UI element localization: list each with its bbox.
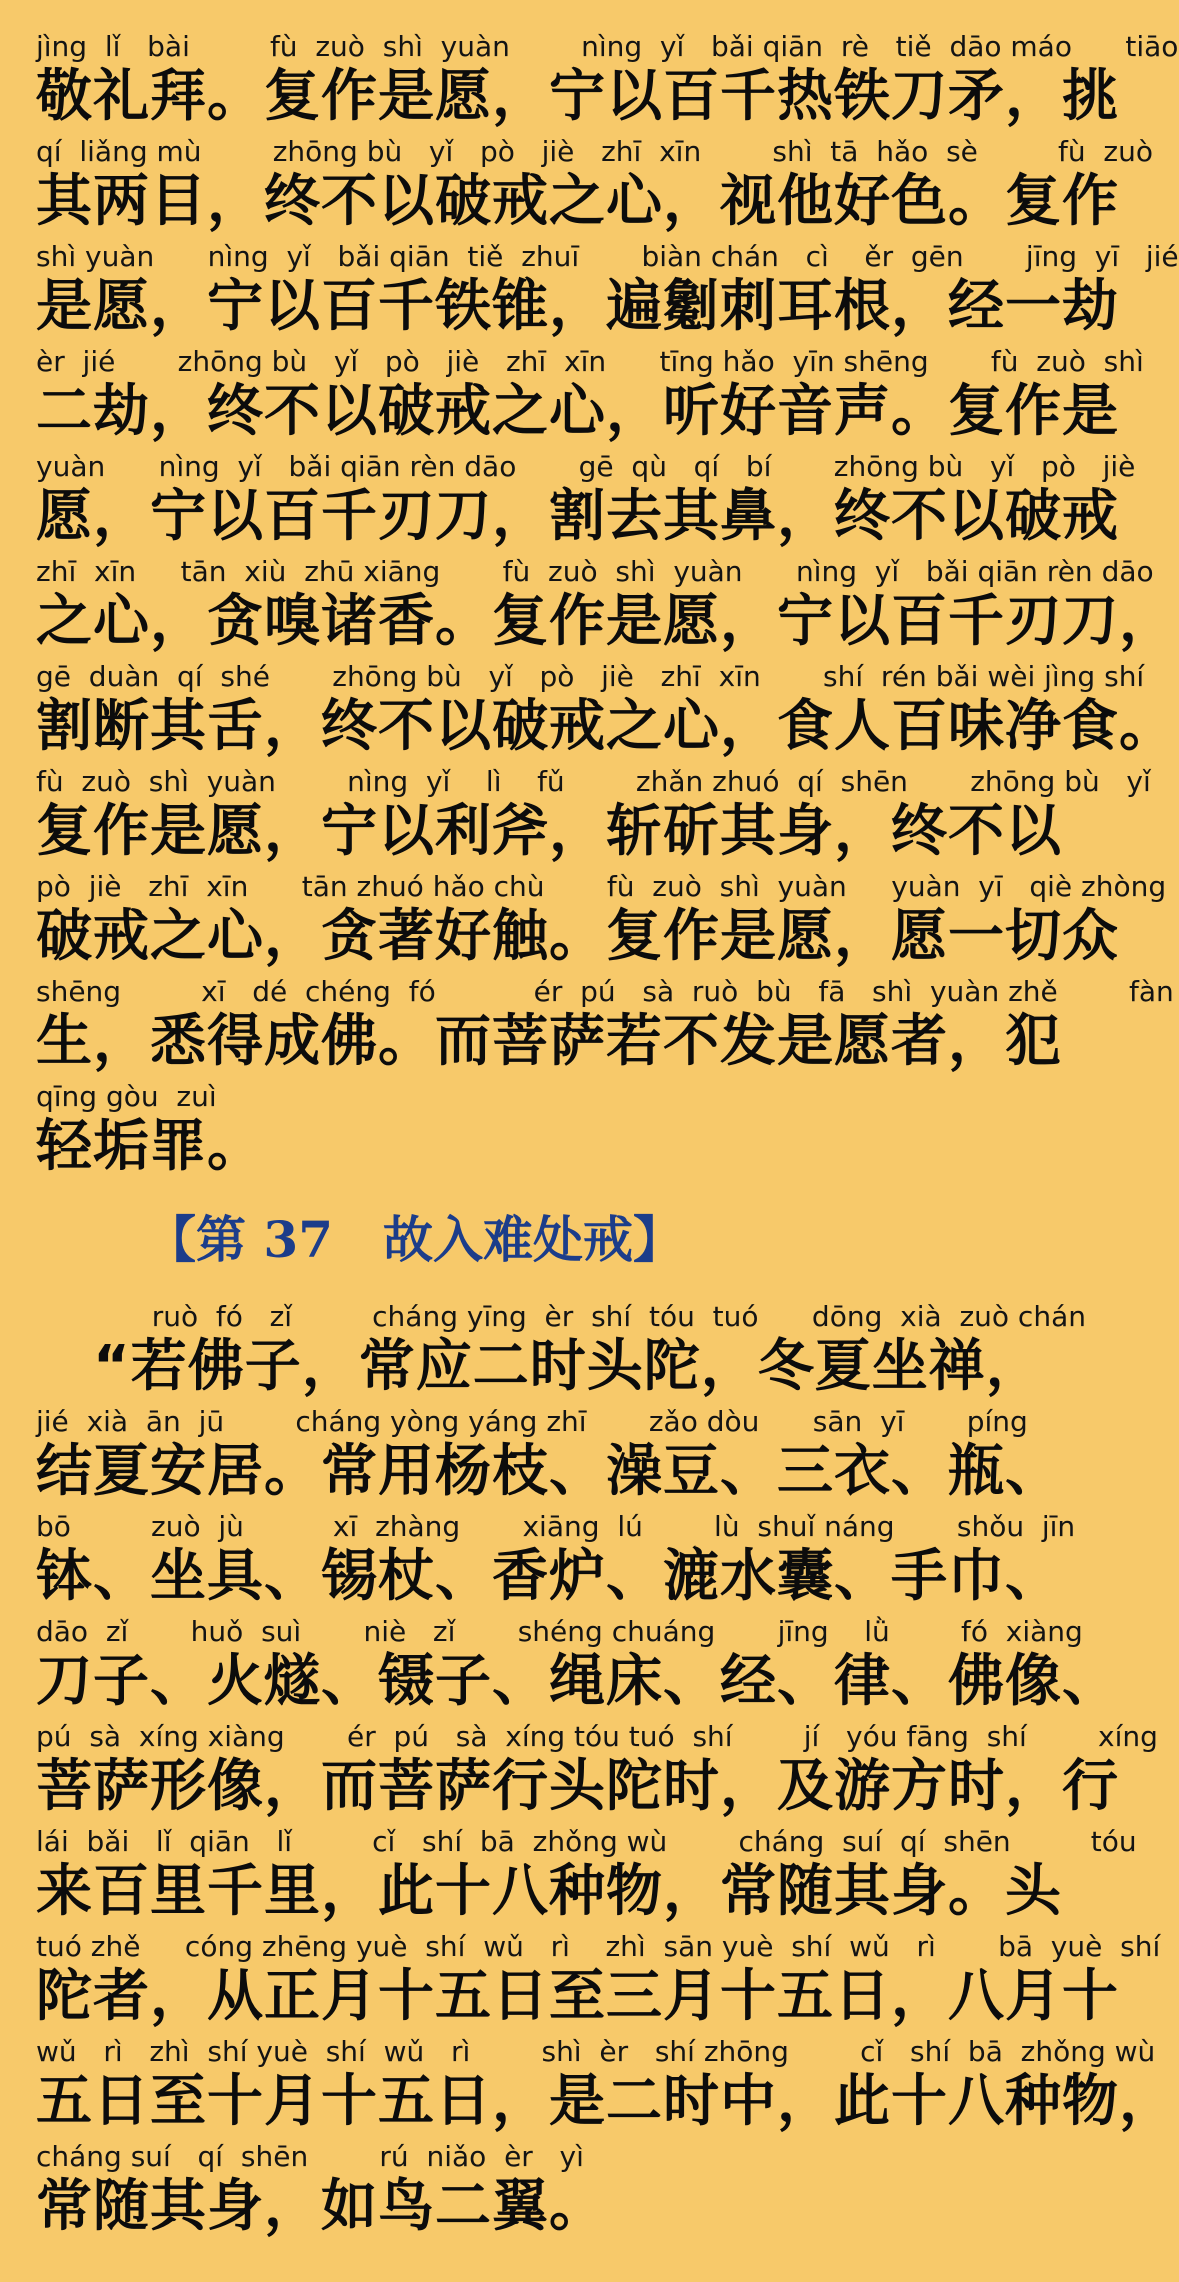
pinyin-row: shēng xī dé chéng fó ér pú sà ruò bù fā shì yuàn zhě fàn	[36, 975, 1174, 1008]
pinyin-row: pò jiè zhī xīn tān zhuó hǎo chù fù zuò shì yuàn yuàn yī qiè zhòng	[36, 870, 1167, 903]
pinyin-row: cháng suí qí shēn rú niǎo èr yì	[36, 2140, 584, 2173]
hanzi-row: 敬礼拜。复作是愿，宁以百千热铁刀矛，挑	[36, 64, 1119, 129]
hanzi-row: 钵、坐具、锡杖、香炉、漉水囊、手巾、	[36, 1544, 1062, 1609]
precept-heading-wrap	[36, 1185, 1058, 1300]
pinyin-row: èr jié zhōng bù yǐ pò jiè zhī xīn tīng hǎo yīn shēng fù zuò shì	[36, 345, 1144, 378]
pinyin-row: dāo zǐ huǒ suì niè zǐ shéng chuáng jīng lǜ fó xiàng	[36, 1615, 1083, 1648]
pinyin-row: pú sà xíng xiàng ér pú sà xíng tóu tuó shí jí yóu fāng shí xíng	[36, 1720, 1158, 1753]
pinyin-row: jìng lǐ bài fù zuò shì yuàn nìng yǐ bǎi qiān rè tiě dāo máo tiāo	[36, 30, 1179, 63]
text-line	[36, 1615, 1119, 1720]
text-line	[36, 1300, 1086, 1405]
pinyin-row: zhī xīn tān xiù zhū xiāng fù zuò shì yuàn nìng yǐ bǎi qiān rèn dāo	[36, 555, 1154, 588]
text-line	[36, 1405, 1062, 1510]
hanzi-row: 复作是愿，宁以利斧，斩斫其身，终不以	[36, 799, 1062, 864]
pinyin-row: qí liǎng mù zhōng bù yǐ pò jiè zhī xīn shì tā hǎo sè fù zuò	[36, 135, 1153, 168]
hanzi-row: 菩萨形像，而菩萨行头陀时，及游方时，行	[36, 1754, 1119, 1819]
pinyin-row: shì yuàn nìng yǐ bǎi qiān tiě zhuī biàn chán cì ěr gēn jīng yī jié	[36, 240, 1179, 273]
text-line	[36, 555, 1176, 660]
pinyin-row: yuàn nìng yǐ bǎi qiān rèn dāo gē qù qí bí zhōng bù yǐ pò jiè	[36, 450, 1136, 483]
text-line	[36, 765, 1151, 870]
pinyin-row: lái bǎi lǐ qiān lǐ cǐ shí bā zhǒng wù cháng suí qí shēn tóu	[36, 1825, 1137, 1858]
text-line	[36, 1510, 1076, 1615]
text-line	[36, 975, 1174, 1080]
pinyin-row: qīng gòu zuì	[36, 1080, 217, 1113]
pinyin-row: ruò fó zǐ cháng yīng èr shí tóu tuó dōng xià zuò chán	[36, 1300, 1086, 1333]
pinyin-row: bō zuò jù xī zhàng xiāng lú lù shuǐ náng shǒu jīn	[36, 1510, 1076, 1543]
text-line	[36, 240, 1179, 345]
pinyin-row: jié xià ān jū cháng yòng yáng zhī zǎo dòu sān yī píng	[36, 1405, 1028, 1438]
hanzi-row: 二劫，终不以破戒之心，听好音声。复作是	[36, 379, 1119, 444]
text-line	[36, 30, 1179, 135]
pinyin-row: gē duàn qí shé zhōng bù yǐ pò jiè zhī xīn shí rén bǎi wèi jìng shí	[36, 660, 1145, 693]
hanzi-row: 陀者，从正月十五日至三月十五日，八月十	[36, 1964, 1119, 2029]
hanzi-row: 破戒之心，贪著好触。复作是愿，愿一切众	[36, 904, 1119, 969]
hanzi-row: 割断其舌，终不以破戒之心，食人百味净食。	[36, 694, 1176, 759]
hanzi-row: 是愿，宁以百千铁锥，遍劖刺耳根，经一劫	[36, 274, 1119, 339]
pinyin-row: wǔ rì zhì shí yuè shí wǔ rì shì èr shí zhōng cǐ shí bā zhǒng wù	[36, 2035, 1156, 2068]
hanzi-row: 刀子、火燧、镊子、绳床、经、律、佛像、	[36, 1649, 1119, 1714]
hanzi-row: 五日至十月十五日，是二时中，此十八种物，	[36, 2069, 1176, 2134]
text-line	[36, 2140, 1058, 2245]
section-previous-precept	[36, 30, 1179, 1185]
text-line	[36, 870, 1167, 975]
hanzi-row: 结夏安居。常用杨枝、澡豆、三衣、瓶、	[36, 1439, 1062, 1504]
text-line	[36, 345, 1144, 450]
hanzi-row: 常随其身，如鸟二翼。	[36, 2174, 606, 2239]
hanzi-row: 之心，贪嗅诸香。复作是愿，宁以百千刃刀，	[36, 589, 1176, 654]
text-line	[36, 1720, 1158, 1825]
text-line	[36, 135, 1153, 240]
text-line	[36, 660, 1176, 765]
section-precept-37	[36, 1300, 1176, 2245]
hanzi-row: 愿，宁以百千刃刀，割去其鼻，终不以破戒	[36, 484, 1119, 549]
text-line	[36, 1080, 1058, 1185]
hanzi-row: 轻垢罪。	[36, 1114, 264, 1179]
pinyin-row: tuó zhě cóng zhēng yuè shí wǔ rì zhì sān yuè shí wǔ rì bā yuè shí	[36, 1930, 1161, 1963]
pinyin-row: fù zuò shì yuàn nìng yǐ lì fǔ zhǎn zhuó qí shēn zhōng bù yǐ	[36, 765, 1151, 798]
text-line	[36, 2035, 1176, 2140]
precept-heading: 【第 37 故入难处戒】	[146, 1210, 683, 1269]
hanzi-row: 生，悉得成佛。而菩萨若不发是愿者，犯	[36, 1009, 1062, 1074]
hanzi-row: “若佛子，常应二时头陀，冬夏坐禅，	[36, 1334, 1043, 1399]
text-line	[36, 450, 1136, 555]
hanzi-row: 来百里千里，此十八种物，常随其身。头	[36, 1859, 1062, 1924]
text-line	[36, 1930, 1161, 2035]
text-line	[36, 1825, 1137, 1930]
hanzi-row: 其两目，终不以破戒之心，视他好色。复作	[36, 169, 1119, 234]
